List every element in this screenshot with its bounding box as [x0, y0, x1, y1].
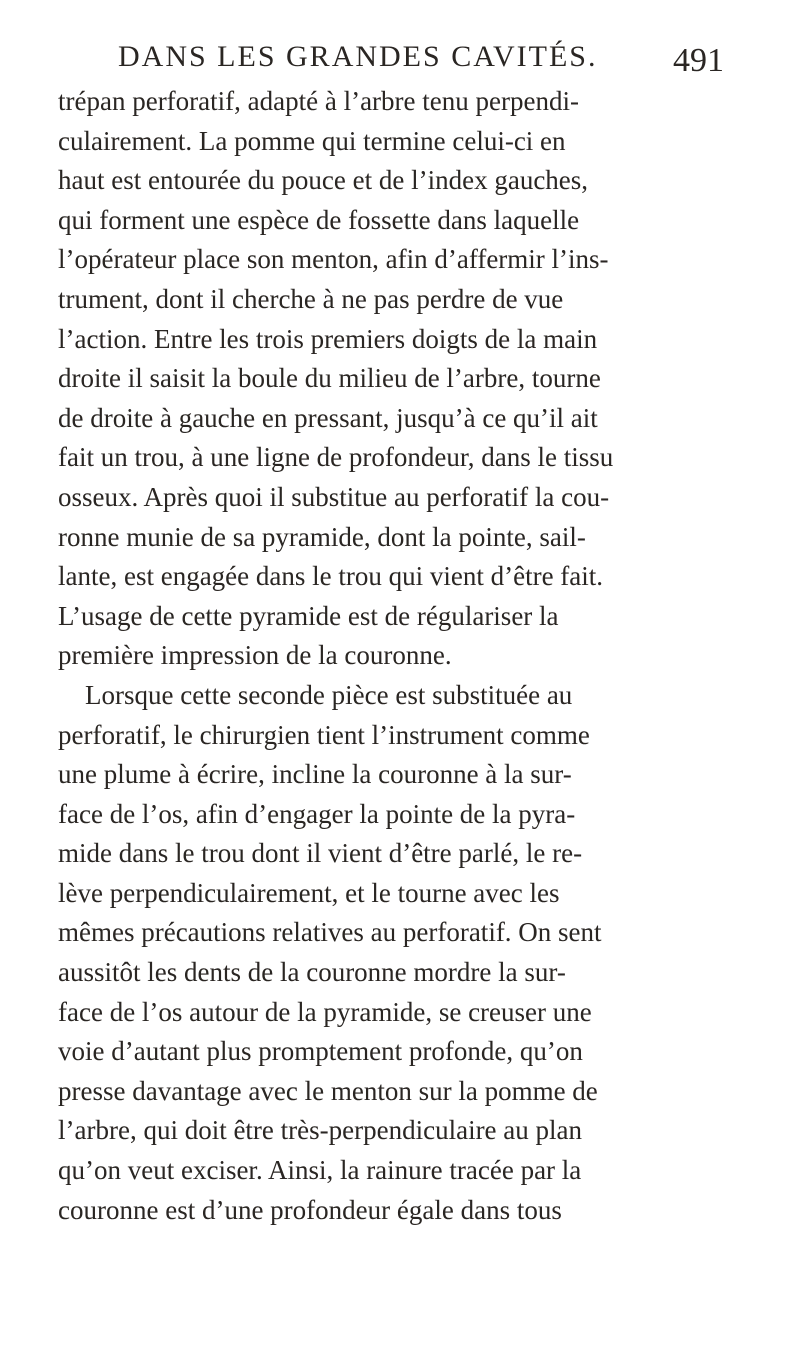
text-line: lante, est engagée dans le trou qui vient d’être fait. — [58, 561, 604, 592]
paragraph-first-line: Lorsque cette seconde pièce est substituée au — [85, 679, 573, 710]
text-line: L’usage de cette pyramide est de régulariser la — [58, 600, 559, 631]
text-line: première impression de la couronne. — [58, 640, 452, 671]
text-line: lève perpendiculairement, et le tourne avec les — [58, 877, 560, 908]
text-line: trument, dont il cherche à ne pas perdre de vue — [58, 283, 564, 314]
text-line: l’arbre, qui doit être très-perpendiculaire au plan — [58, 1115, 583, 1146]
text-line: de droite à gauche en pressant, jusqu’à ce qu’il ait — [58, 402, 598, 433]
text-line: fait un trou, à une ligne de profondeur, dans le tissu — [58, 442, 614, 473]
text-line: une plume à écrire, incline la couronne à la sur- — [58, 759, 572, 790]
text-line: l’action. Entre les trois premiers doigts de la main — [58, 323, 598, 354]
text-line: couronne est d’une profondeur égale dans tous — [58, 1194, 562, 1225]
text-line: perforatif, le chirurgien tient l’instrument comme — [58, 719, 590, 750]
text-line: droite il saisit la boule du milieu de l’arbre, tourne — [58, 363, 601, 394]
page-number: 491 — [673, 42, 724, 79]
text-line: mêmes précautions relatives au perforatif. On sent — [58, 917, 602, 948]
running-head — [118, 40, 724, 86]
text-line: face de l’os, afin d’engager la pointe de la pyra- — [58, 798, 576, 829]
text-line: face de l’os autour de la pyramide, se creuser une — [58, 996, 592, 1027]
text-line: aussitôt les dents de la couronne mordre la sur- — [58, 957, 566, 988]
text-line: trépan perforatif, adapté à l’arbre tenu perpendi- — [58, 86, 579, 116]
text-line: osseux. Après quoi il substitue au perforatif la cou- — [58, 481, 610, 512]
text-line: mide dans le trou dont il vient d’être parlé, le re- — [58, 838, 583, 869]
running-title: DANS LES GRANDES CAVITÉS. — [118, 40, 598, 73]
text-line: ronne munie de sa pyramide, dont la pointe, sail- — [58, 521, 586, 552]
text-line: l’opérateur place son menton, afin d’affermir l’ins- — [58, 244, 609, 275]
text-line: voie d’autant plus promptement profonde, qu’on — [58, 1036, 583, 1067]
text-line: haut est entourée du pouce et de l’index gauches, — [58, 165, 589, 196]
text-line: presse davantage avec le menton sur la pomme de — [58, 1075, 598, 1106]
text-line: qu’on veut exciser. Ainsi, la rainure tracée par la — [58, 1155, 582, 1186]
text-line: qui forment une espèce de fossette dans laquelle — [58, 204, 580, 235]
text-line: culairement. La pomme qui termine celui-ci en — [58, 125, 566, 156]
body-text — [58, 82, 738, 1230]
